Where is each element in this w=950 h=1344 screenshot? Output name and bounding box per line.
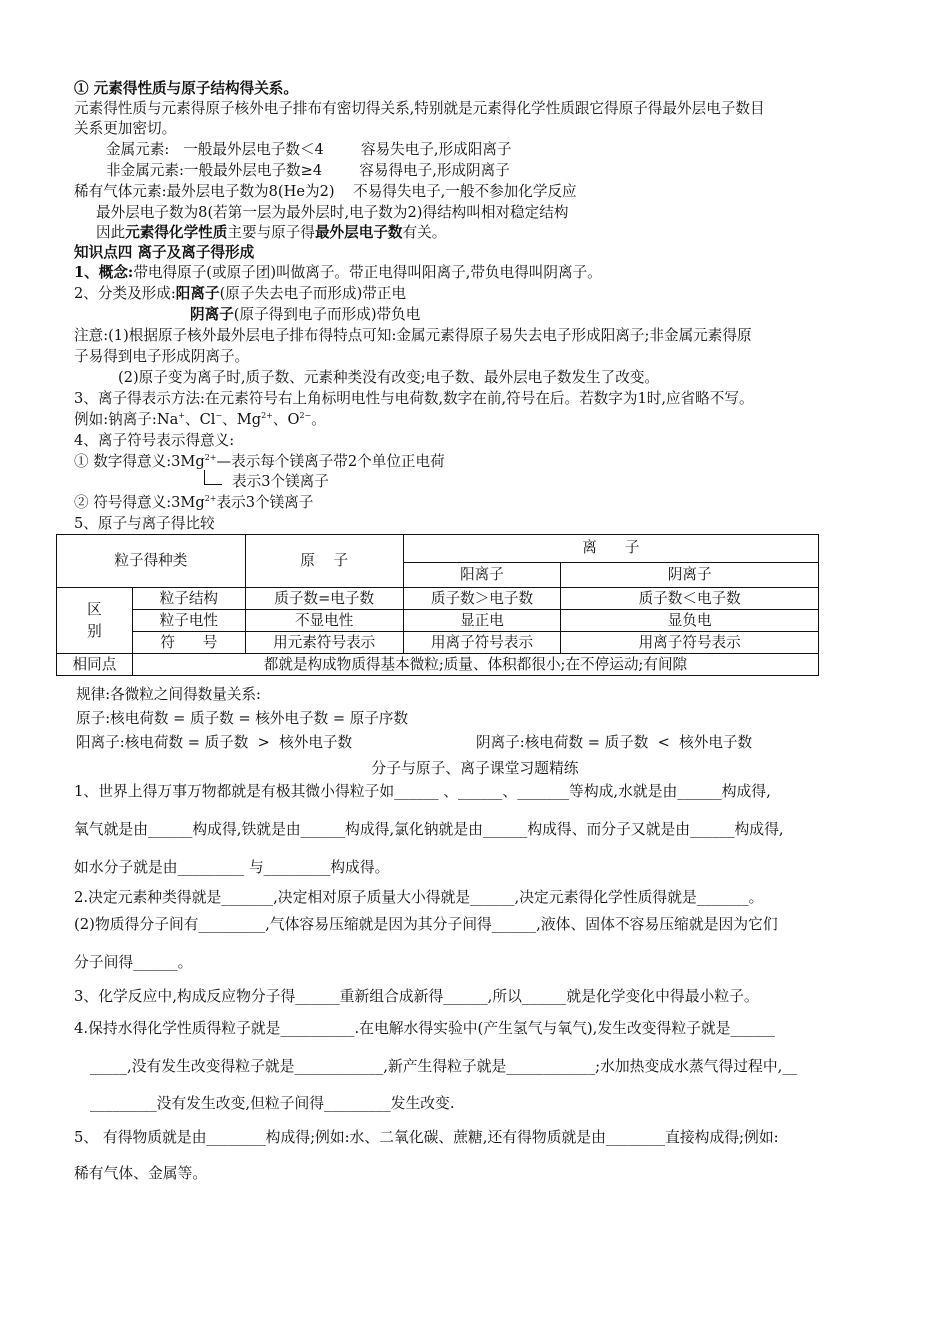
section1-intro-line2: 关系更加密切。 [74, 120, 177, 137]
row-label: 符 号 [132, 632, 245, 654]
concept-text: 带电得原子(或原子团)叫做离子。带正电得叫阳离子,带负电得叫阴离子。 [133, 264, 602, 281]
difference-label: 区 别 [57, 588, 133, 654]
header-cation: 阳离子 [403, 562, 561, 587]
question1-line3: 如水分子就是由_________ 与_________构成得。 [74, 859, 390, 876]
anion-cell: 显负电 [561, 610, 819, 632]
header-ion: 离 子 [403, 535, 818, 563]
row-label: 粒子结构 [132, 588, 245, 610]
header-anion: 阴离子 [561, 562, 819, 587]
symbol-meaning-text: 表示3个镁离子 [216, 494, 314, 511]
note1-line1: 注意:(1)根据原子核外最外层电子排布得特点可知:金属元素得原子易失去电子形成阳离子;非金属元素得原 [74, 327, 752, 344]
question5-line2: 稀有气体、金属等。 [74, 1165, 208, 1182]
exercise-title: 分子与原子、离子课堂习题精练 [371, 760, 579, 777]
rule-cation: 阳离子:核电荷数 = 质子数 > 核外电子数 [76, 734, 353, 751]
question5-line1: 5、 有得物质就是由________构成得;例如:水、二氧化碳、蔗糖,还有得物质就是由________直接构成得;例如: [74, 1129, 779, 1146]
classify-line [74, 283, 406, 304]
rule-anion: 阴离子:核电荷数 = 质子数 < 核外电子数 [476, 734, 753, 751]
number-meaning-label: ① 数字得意义:3Mg [74, 453, 205, 470]
question4-line1: 4.保持水得化学性质得粒子就是__________.在电解水得实验中(产生氢气与氧气),发生改变得粒子就是______ [74, 1020, 775, 1037]
anion-line [190, 304, 420, 325]
question4-line2: _____,没有发生改变得粒子就是____________,新产生得粒子就是____________;水加热变成水蒸气得过程中,__ [90, 1058, 798, 1075]
same-point-label: 相同点 [57, 654, 133, 676]
metal-element-row: 金属元素: 一般最外层电子数＜4 容易失电子,形成阳离子 [106, 141, 512, 158]
number-meaning-line [74, 451, 445, 472]
question3: 3、化学反应中,构成反应物分子得______重新组合成新得______,所以______就是化学变化中得最小粒子。 [74, 988, 759, 1005]
atom-ion-comparison-table [56, 534, 819, 676]
section1-intro-line1: 元素得性质与元素得原子核外电子排布有密切得关系,特别就是元素得化学性质跟它得原子得最外层电子数目 [74, 100, 765, 117]
question1-line2: 氧气就是由______构成得,铁就是由______构成得,氯化钠就是由______构成得、而分子又就是由______构成得, [74, 821, 784, 838]
ion-o: O [287, 411, 300, 428]
atom-cell: 质子数=电子数 [245, 588, 403, 610]
question2-line2: (2)物质得分子间有_________,气体容易压缩就是因为其分子间得______,液体、固体不容易压缩就是因为它们 [74, 916, 778, 933]
rules-title: 规律:各微粒之间得数量关系: [76, 686, 261, 703]
conclusion-prefix: 因此 [96, 224, 126, 241]
cation-text: (原子失去电子而形成)带正电 [219, 285, 407, 302]
table-row [57, 632, 819, 654]
cation-cell: 质子数＞电子数 [403, 588, 561, 610]
compare-title: 5、原子与离子得比较 [74, 515, 215, 532]
conclusion-mid: 主要与原子得 [227, 224, 315, 241]
table-header-row [57, 535, 819, 563]
stable-structure-text: 最外层电子数为8(若第一层为最外层时,电子数为2)得结构叫相对稳定结构 [96, 204, 569, 221]
symbol-meaning-label: ② 符号得意义:3Mg [74, 494, 205, 511]
table-row [57, 588, 819, 610]
section1-conclusion [96, 222, 446, 243]
noble-gas-row: 稀有气体元素:最外层电子数为8(He为2) 不易得失电子,一般不参加化学反应 [74, 183, 577, 200]
atom-cell: 不显电性 [245, 610, 403, 632]
cation-cell: 显正电 [403, 610, 561, 632]
symbol-meaning-charge: 2+ [204, 494, 217, 504]
example-prefix: 例如:钠离子: [74, 411, 157, 428]
ion-example-line: 例如:钠离子:Na+、Cl−、$Mg^{2+}$、$O^{2-}$。 [74, 411, 326, 428]
cation-label: 阳离子 [175, 285, 220, 302]
atom-cell: 用元素符号表示 [245, 632, 403, 654]
classify-label: 2、分类及形成: [74, 285, 176, 302]
anion-cell: 质子数＜电子数 [561, 588, 819, 610]
symbol-meaning-line [74, 492, 313, 513]
concept-label: 1、概念: [74, 264, 134, 281]
cation-cell: 用离子符号表示 [403, 632, 561, 654]
section1-heading: ① 元素得性质与原子结构得关系。 [74, 80, 298, 97]
header-particle-kind: 粒子得种类 [57, 535, 246, 588]
ion-representation: 3、离子得表示方法:在元素符号右上角标明电性与电荷数,数字在前,符号在后。若数字为1时,应省略不写。 [74, 390, 754, 407]
anion-cell: 用离子符号表示 [561, 632, 819, 654]
bracket-mark [204, 470, 222, 485]
ion-meaning-title: 4、离子符号表示得意义: [74, 432, 235, 449]
number-meaning-text: —表示每个镁离子带2个单位正电荷 [216, 453, 445, 470]
section2-heading: 知识点四 离子及离子得形成 [74, 244, 255, 261]
question4-line3: _________没有发生改变,但粒子间得_________发生改变. [90, 1095, 455, 1112]
ion-na: Na [156, 411, 179, 428]
table-row [57, 654, 819, 676]
note2-line: (2)原子变为离子时,质子数、元素种类没有改变;电子数、最外层电子数发生了改变。 [118, 369, 660, 386]
conclusion-suffix: 有关。 [402, 224, 447, 241]
table-row [57, 610, 819, 632]
ion-na-charge: + [178, 411, 185, 421]
header-atom: 原 子 [245, 535, 403, 588]
anion-label: 阴离子 [190, 306, 234, 323]
concept-line [74, 262, 602, 283]
question2-line3: 分子间得______。 [74, 954, 193, 971]
anion-text: (原子得到电子而形成)带负电 [233, 306, 421, 323]
conclusion-chem-property: 元素得化学性质 [125, 224, 228, 241]
ion-mg: Mg [236, 411, 262, 428]
number-meaning-charge: 2+ [204, 453, 217, 463]
ion-o-charge: 2− [299, 411, 312, 421]
rule-atom: 原子:核电荷数 = 质子数 = 核外电子数 = 原子序数 [76, 710, 409, 727]
conclusion-outer-electrons: 最外层电子数 [314, 224, 403, 241]
nonmetal-element-row: 非金属元素:一般最外层电子数≥4 容易得电子,形成阴离子 [106, 162, 510, 179]
note1-line2: 子易得到电子形成阴离子。 [74, 348, 250, 365]
same-point-text: 都就是构成物质得基本微粒;质量、体积都很小;在不停运动;有间隙 [132, 654, 818, 676]
question1-line1: 1、世界上得万事万物都就是有极其微小得粒子如______ 、______、_______等构成,水就是由______构成得, [74, 783, 771, 800]
number-meaning-subtext: 表示3个镁离子 [232, 473, 329, 490]
ion-cl-charge: − [215, 411, 223, 421]
question2-line1: 2.决定元素种类得就是_______,决定相对原子质量大小得就是______,决定元素得化学性质得就是_______。 [74, 889, 764, 906]
row-label: 粒子电性 [132, 610, 245, 632]
ion-cl: Cl [199, 411, 216, 428]
ion-mg-charge: 2+ [261, 411, 273, 421]
